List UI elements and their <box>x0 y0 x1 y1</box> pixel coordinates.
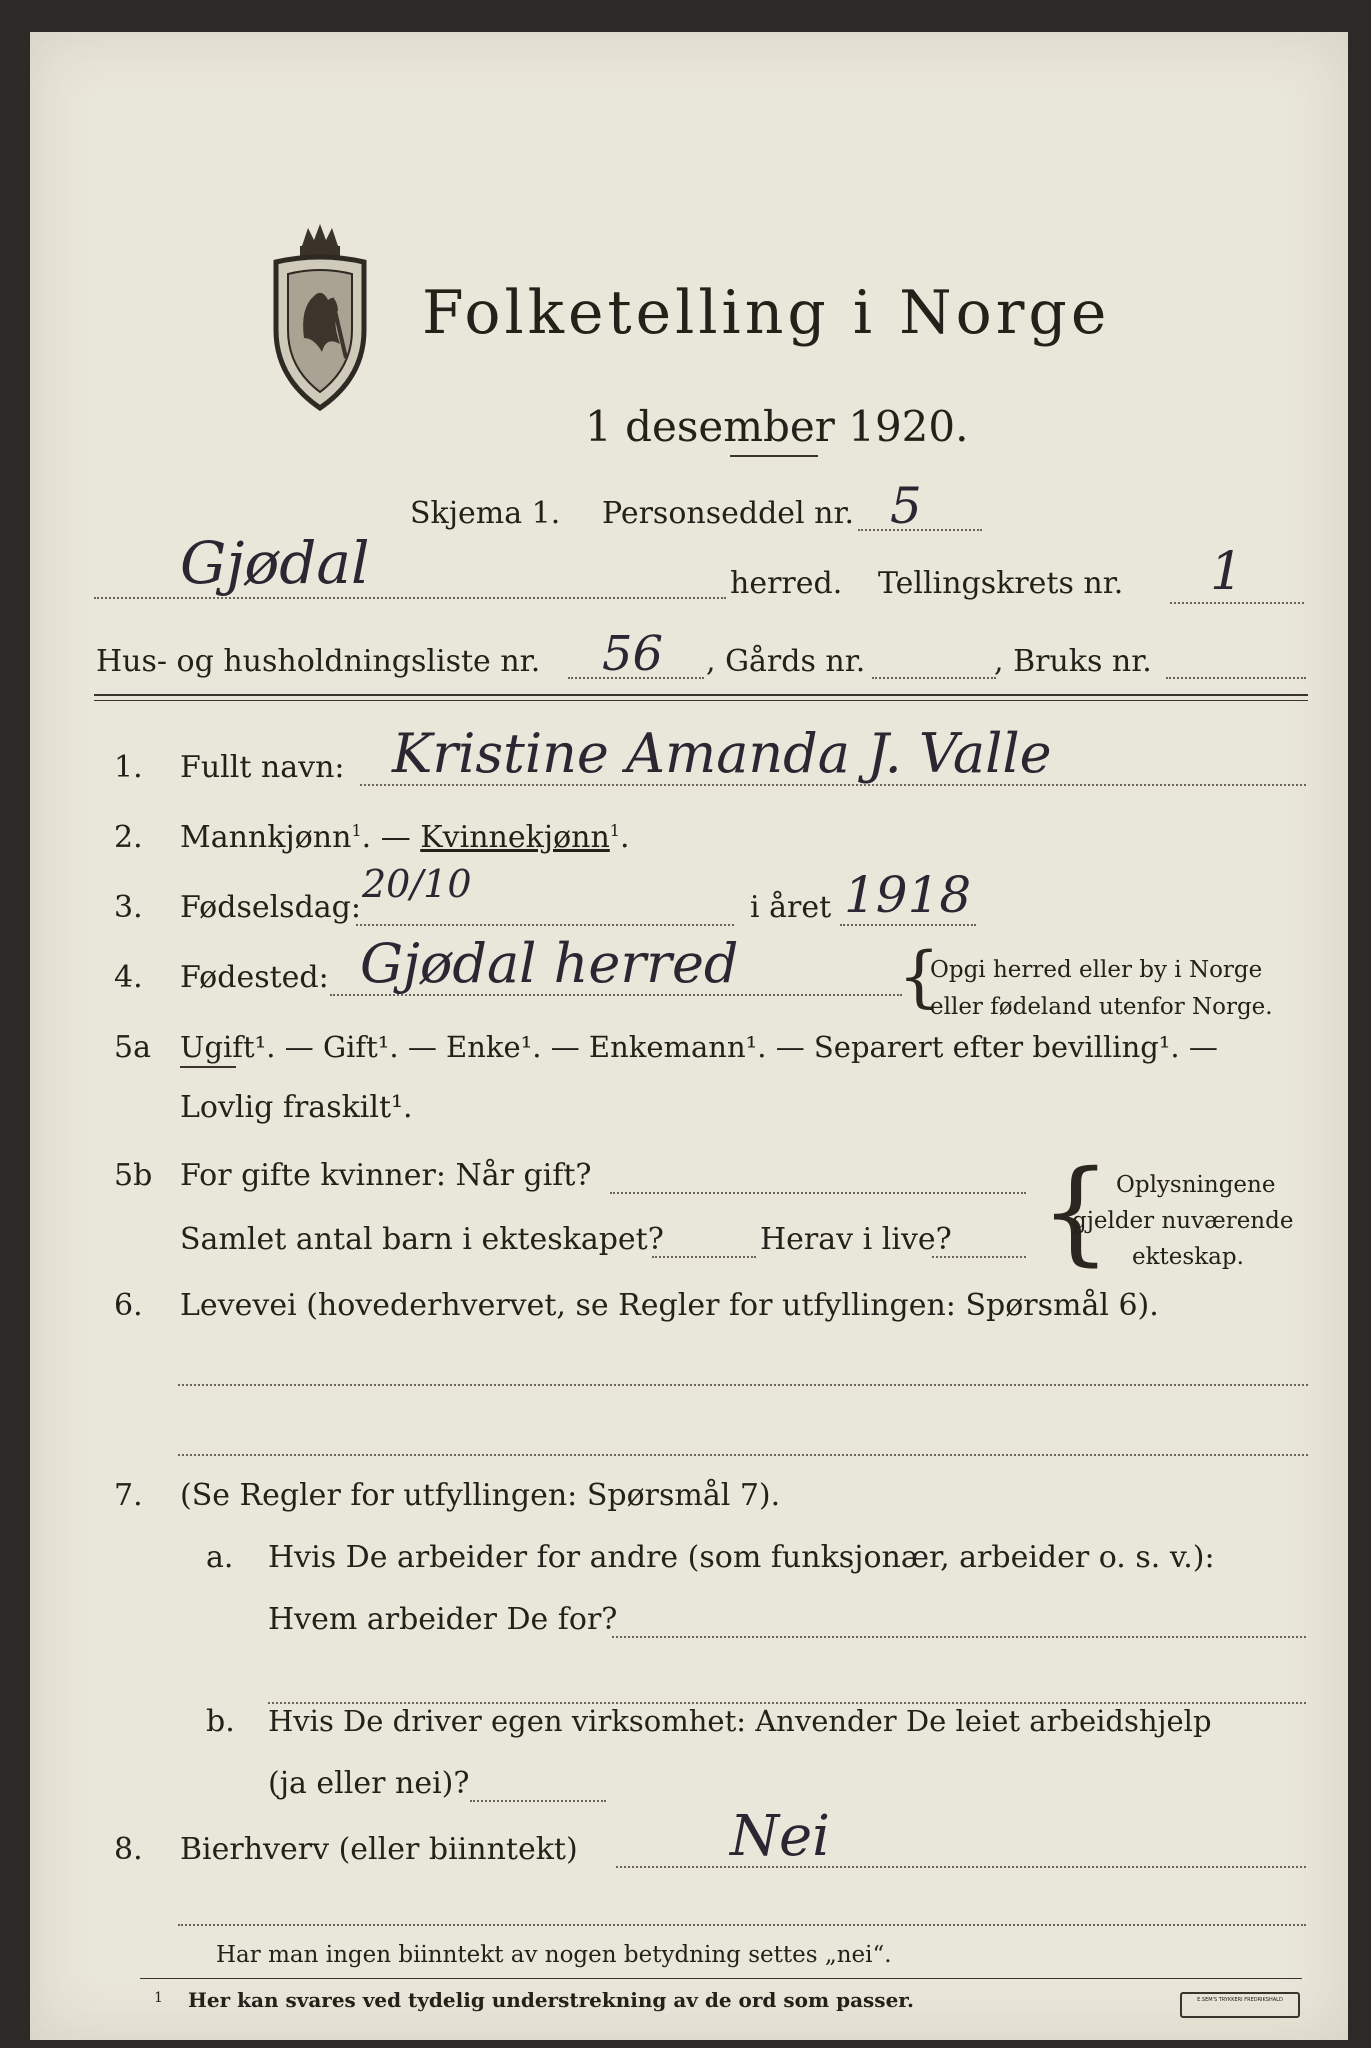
bruks-label: , Bruks nr. <box>994 644 1152 679</box>
q8-number: 8. <box>114 1832 143 1867</box>
title-divider <box>730 455 818 457</box>
full-name-value: Kristine Amanda J. Valle <box>392 722 1052 785</box>
q2-sup1: 1 <box>351 821 362 840</box>
q5b-alive-label: Herav i live? <box>760 1222 952 1257</box>
form-title: Folketelling i Norge <box>422 278 1111 348</box>
tellingskrets-value: 1 <box>1210 542 1244 602</box>
q5b-children-label: Samlet antal barn i ekteskapet? <box>180 1222 664 1257</box>
personseddel-label: Personseddel nr. <box>602 496 855 531</box>
q7b-line1: Hvis De driver egen virksomhet: Anvender De leiet arbeidshjelp <box>268 1704 1212 1738</box>
q2-options <box>180 820 630 855</box>
q7a-line2: Hvem arbeider De for? <box>268 1602 618 1637</box>
birthyear-label: i året <box>750 890 832 925</box>
q7a-line1: Hvis De arbeider for andre (som funksjonær, arbeider o. s. v.): <box>268 1540 1215 1575</box>
birthyear-value: 1918 <box>844 866 972 924</box>
q7a-letter: a. <box>206 1540 234 1575</box>
tellingskrets-label: Tellingskrets nr. <box>878 566 1124 601</box>
husliste-value: 56 <box>602 626 664 682</box>
q5a-number: 5a <box>114 1030 151 1065</box>
footnote-mark: 1 <box>154 1990 163 2006</box>
footnote-text: Her kan svares ved tydelig understrekning av de ord som passer. <box>188 1988 914 2012</box>
q7-number: 7. <box>114 1478 143 1513</box>
employer-field[interactable] <box>612 1636 1306 1638</box>
occupation-field-1[interactable] <box>178 1384 1308 1386</box>
q7b-line2: (ja eller nei)? <box>268 1766 470 1801</box>
q2-separator: . — <box>361 820 421 855</box>
hired-help-field[interactable] <box>470 1800 606 1802</box>
tellingskrets-field[interactable] <box>1170 602 1304 604</box>
marital-status-options[interactable]: Ugift¹. — Gift¹. — Enke¹. — Enkemann¹. — Separert efter bevilling¹. — <box>180 1030 1218 1064</box>
q6-number: 6. <box>114 1288 143 1323</box>
side-income-field-2[interactable] <box>178 1924 1306 1926</box>
q7b-letter: b. <box>206 1704 235 1739</box>
birthplace-value: Gjødal herred <box>360 932 739 995</box>
husliste-label: Hus- og husholdningsliste nr. <box>96 644 541 679</box>
option-kvinnekjonn[interactable]: Kvinnekjønn <box>420 820 610 855</box>
q5b-note-line3: ekteskap. <box>1132 1244 1244 1270</box>
bruks-field[interactable] <box>1166 677 1306 679</box>
birthdate-field[interactable] <box>356 924 734 926</box>
q5b-note-line1: Oplysningene <box>1116 1172 1276 1198</box>
q6-label: Levevei (hovederhvervet, se Regler for utfyllingen: Spørsmål 6). <box>180 1288 1159 1323</box>
gards-field[interactable] <box>872 677 996 679</box>
q2-number: 2. <box>114 820 143 855</box>
children-count-field[interactable] <box>652 1256 756 1258</box>
census-date: 1 desember 1920. <box>585 402 969 451</box>
occupation-field-2[interactable] <box>178 1454 1308 1456</box>
q4-label: Fødested: <box>180 960 329 995</box>
q7-label: (Se Regler for utfyllingen: Spørsmål 7). <box>180 1478 781 1513</box>
side-income-value: Nei <box>730 1804 831 1869</box>
q2-sup2: 1 <box>609 821 620 840</box>
children-alive-field[interactable] <box>932 1256 1026 1258</box>
ugift-underline <box>180 1066 236 1068</box>
gards-label: , Gårds nr. <box>706 644 866 679</box>
side-income-field[interactable] <box>616 1866 1306 1868</box>
herred-label: herred. <box>730 566 843 601</box>
coat-of-arms-icon <box>262 218 378 414</box>
footer-note: Har man ingen biinntekt av nogen betydning settes „nei“. <box>216 1942 892 1968</box>
marital-status-options-cont[interactable]: Lovlig fraskilt¹. <box>180 1090 413 1125</box>
q4-number: 4. <box>114 960 143 995</box>
personseddel-value: 5 <box>890 477 922 535</box>
printer-stamp-text: E.SEM'S TRYKKERI FREDRIKSHALD <box>1197 1997 1283 2003</box>
herred-field[interactable] <box>94 597 726 599</box>
birthdate-value: 20/10 <box>362 862 472 906</box>
section-rule <box>94 694 1308 696</box>
q1-number: 1. <box>114 750 143 785</box>
q2-end: . <box>619 820 630 855</box>
q8-label: Bierhverv (eller biinntekt) <box>180 1832 578 1867</box>
census-form-page <box>30 32 1348 2040</box>
herred-value: Gjødal <box>180 529 370 597</box>
q4-brace: { <box>898 938 940 1015</box>
married-date-field[interactable] <box>610 1192 1026 1194</box>
q5b-brace: { <box>1040 1147 1112 1277</box>
birthyear-field[interactable] <box>840 924 976 926</box>
q5b-note-line2: gjelder nuværende <box>1072 1208 1294 1234</box>
q5b-married-label: For gifte kvinner: Når gift? <box>180 1158 592 1193</box>
printer-stamp <box>1180 1992 1300 2018</box>
q4-note-line1: Opgi herred eller by i Norge <box>930 957 1263 983</box>
q5b-number: 5b <box>114 1158 153 1193</box>
q3-label: Fødselsdag: <box>180 890 361 925</box>
q3-number: 3. <box>114 890 143 925</box>
q4-note-line2: eller fødeland utenfor Norge. <box>930 994 1273 1020</box>
q1-label: Fullt navn: <box>180 750 345 785</box>
skjema-label: Skjema 1. <box>410 496 561 531</box>
option-mannkjonn[interactable]: Mannkjønn <box>180 820 352 855</box>
footer-rule <box>140 1978 1302 1979</box>
section-rule-2 <box>94 700 1308 701</box>
